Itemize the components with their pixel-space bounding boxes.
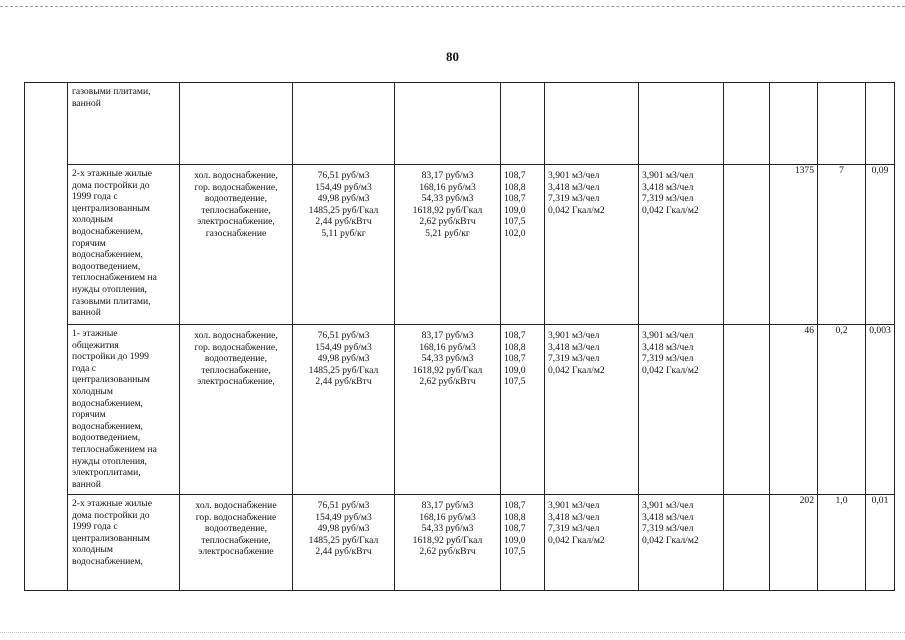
row-number-cell [25, 83, 68, 591]
tariffs-new-cell: 83,17 руб/м3 168,16 руб/м3 54,33 руб/м3 1618,92 руб/Гкал 2,62 руб/кВтч [395, 325, 501, 495]
services-cell [180, 83, 293, 165]
tariffs-old-cell: 76,51 руб/м3 154,49 руб/м3 49,98 руб/м3 1485,25 руб/Гкал 2,44 руб/кВтч [293, 325, 395, 495]
extra-cell [724, 495, 770, 591]
area-cell: 202 [770, 495, 818, 591]
extra-cell [724, 325, 770, 495]
indices-cell [501, 83, 545, 165]
share-cell: 0,09 [866, 165, 895, 325]
services-cell: хол. водоснабжение гор. водоснабжение водоотведение, теплоснабжение, электроснабжение [180, 495, 293, 591]
extra-cell [724, 165, 770, 325]
table-row [25, 325, 895, 495]
norms-old-cell: 3,901 м3/чел 3,418 м3/чел 7,319 м3/чел 0,042 Гкал/м2 [545, 165, 639, 325]
tariffs-new-cell: 83,17 руб/м3 168,16 руб/м3 54,33 руб/м3 1618,92 руб/Гкал 2,62 руб/кВтч 5,21 руб/кг [395, 165, 501, 325]
tariffs-old-cell [293, 83, 395, 165]
norms-old-cell [545, 83, 639, 165]
indices-cell: 108,7 108,8 108,7 109,0 107,5 102,0 [501, 165, 545, 325]
persons-cell: 1,0 [818, 495, 866, 591]
norms-new-cell: 3,901 м3/чел 3,418 м3/чел 7,319 м3/чел 0,042 Гкал/м2 [639, 165, 724, 325]
tariffs-new-cell [395, 83, 501, 165]
services-cell: хол. водоснабжение, гор. водоснабжение, водоотведение, теплоснабжение, электроснабжение, [180, 325, 293, 495]
tariff-table [24, 82, 895, 591]
scan-edge-line [0, 6, 905, 7]
persons-cell: 7 [818, 165, 866, 325]
share-cell [866, 83, 895, 165]
area-cell: 46 [770, 325, 818, 495]
scan-edge-line [0, 632, 905, 633]
table-row [25, 165, 895, 325]
norms-new-cell: 3,901 м3/чел 3,418 м3/чел 7,319 м3/чел 0,042 Гкал/м2 [639, 495, 724, 591]
indices-cell: 108,7 108,8 108,7 109,0 107,5 [501, 495, 545, 591]
area-cell: 1375 [770, 165, 818, 325]
indices-cell: 108,7 108,8 108,7 109,0 107,5 [501, 325, 545, 495]
tariffs-old-cell: 76,51 руб/м3 154,49 руб/м3 49,98 руб/м3 1485,25 руб/Гкал 2,44 руб/кВтч 5,11 руб/кг [293, 165, 395, 325]
share-cell: 0,003 [866, 325, 895, 495]
table-row [25, 83, 895, 165]
page-number: 80 [446, 49, 459, 64]
extra-cell [724, 83, 770, 165]
persons-cell: 0,2 [818, 325, 866, 495]
norms-old-cell: 3,901 м3/чел 3,418 м3/чел 7,319 м3/чел 0,042 Гкал/м2 [545, 325, 639, 495]
services-cell: хол. водоснабжение, гор. водоснабжение, водоотведение, теплоснабжение, электроснабжение, газоснабжение [180, 165, 293, 325]
persons-cell [818, 83, 866, 165]
housing-type-cell: 2-х этажные жилые дома постройки до 1999 года с централизованным холодным водоснабжением, горячим водоснабжением, водоотведением, теплоснабжением на нужды отопления, газовыми плитами, ванной [68, 165, 180, 325]
housing-type-cell: 1- этажные общежития постройки до 1999 года с централизованным холодным водоснабжением, горячим водоснабжением, водоотведением, теплоснабжением на нужды отопления, электроплитами, ванной [68, 325, 180, 495]
share-cell: 0,01 [866, 495, 895, 591]
housing-type-cell: 2-х этажные жилые дома постройки до 1999 года с централизованным холодным водоснабжением, [68, 495, 180, 591]
table-row [25, 495, 895, 591]
norms-new-cell [639, 83, 724, 165]
tariffs-new-cell: 83,17 руб/м3 168,16 руб/м3 54,33 руб/м3 1618,92 руб/Гкал 2,62 руб/кВтч [395, 495, 501, 591]
housing-type-cell: газовыми плитами, ванной [68, 83, 180, 165]
tariffs-old-cell: 76,51 руб/м3 154,49 руб/м3 49,98 руб/м3 1485,25 руб/Гкал 2,44 руб/кВтч [293, 495, 395, 591]
area-cell [770, 83, 818, 165]
norms-new-cell: 3,901 м3/чел 3,418 м3/чел 7,319 м3/чел 0,042 Гкал/м2 [639, 325, 724, 495]
norms-old-cell: 3,901 м3/чел 3,418 м3/чел 7,319 м3/чел 0,042 Гкал/м2 [545, 495, 639, 591]
